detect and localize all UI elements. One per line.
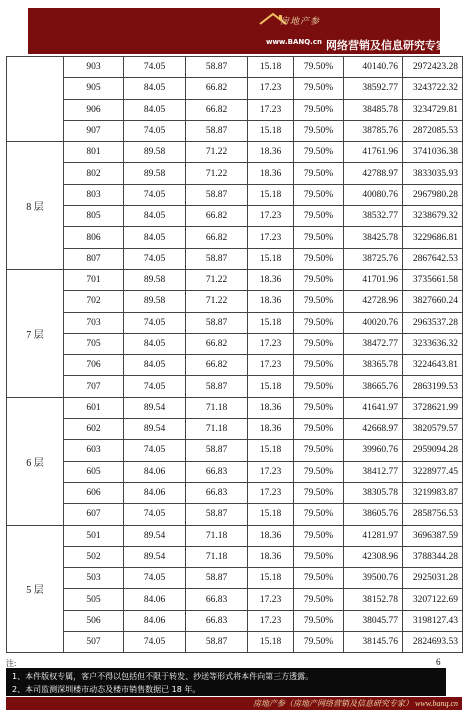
unit-number-cell: 903 [64, 57, 124, 78]
total-price-cell: 2863199.53 [403, 376, 463, 397]
floor-label: 5 层 [7, 525, 64, 653]
unit-price-cell: 41281.97 [344, 525, 403, 546]
inner-area-cell: 71.22 [186, 291, 248, 312]
unit-price-cell: 41701.96 [344, 269, 403, 290]
shared-area-cell: 15.18 [248, 57, 294, 78]
efficiency-rate-cell: 79.50% [294, 525, 344, 546]
total-price-cell: 2858756.53 [403, 504, 463, 525]
inner-area-cell: 58.87 [186, 120, 248, 141]
building-area-cell: 74.05 [124, 312, 186, 333]
building-area-cell: 74.05 [124, 57, 186, 78]
efficiency-rate-cell: 79.50% [294, 142, 344, 163]
unit-number-cell: 801 [64, 142, 124, 163]
building-area-cell: 84.06 [124, 461, 186, 482]
total-price-cell: 2967980.28 [403, 184, 463, 205]
efficiency-rate-cell: 79.50% [294, 269, 344, 290]
inner-area-cell: 58.87 [186, 632, 248, 653]
total-price-cell: 2824693.53 [403, 632, 463, 653]
building-area-cell: 74.05 [124, 376, 186, 397]
total-price-cell: 2867642.53 [403, 248, 463, 269]
unit-price-cell: 38305.78 [344, 482, 403, 503]
total-price-cell: 3233636.32 [403, 333, 463, 354]
inner-area-cell: 71.18 [186, 397, 248, 418]
unit-number-cell: 507 [64, 632, 124, 653]
total-price-cell: 3243722.32 [403, 78, 463, 99]
efficiency-rate-cell: 79.50% [294, 376, 344, 397]
shared-area-cell: 18.36 [248, 525, 294, 546]
total-price-cell: 3820579.57 [403, 419, 463, 440]
unit-price-cell: 41641.97 [344, 397, 403, 418]
table-row [7, 206, 463, 227]
total-price-cell: 3229686.81 [403, 227, 463, 248]
building-area-cell: 74.05 [124, 440, 186, 461]
table-row [7, 568, 463, 589]
total-price-cell: 3827660.24 [403, 291, 463, 312]
unit-number-cell: 702 [64, 291, 124, 312]
footer-note-label: 注: [6, 659, 17, 668]
efficiency-rate-cell: 79.50% [294, 419, 344, 440]
shared-area-cell: 15.18 [248, 248, 294, 269]
efficiency-rate-cell: 79.50% [294, 78, 344, 99]
shared-area-cell: 18.36 [248, 269, 294, 290]
unit-number-cell: 707 [64, 376, 124, 397]
shared-area-cell: 15.18 [248, 184, 294, 205]
table-row [7, 269, 463, 290]
table-row [7, 142, 463, 163]
table-row [7, 461, 463, 482]
building-area-cell: 89.54 [124, 397, 186, 418]
unit-number-cell: 905 [64, 78, 124, 99]
efficiency-rate-cell: 79.50% [294, 333, 344, 354]
copyright-line-2: 2、本司监测深圳楼市动态及楼市销售数据已 18 年。 [12, 685, 201, 694]
table-row [7, 99, 463, 120]
inner-area-cell: 66.83 [186, 461, 248, 482]
building-area-cell: 84.06 [124, 482, 186, 503]
building-area-cell: 89.54 [124, 525, 186, 546]
floor-label: 7 层 [7, 269, 64, 397]
table-row [7, 482, 463, 503]
shared-area-cell: 15.18 [248, 568, 294, 589]
efficiency-rate-cell: 79.50% [294, 57, 344, 78]
unit-number-cell: 703 [64, 312, 124, 333]
table-row [7, 163, 463, 184]
efficiency-rate-cell: 79.50% [294, 248, 344, 269]
total-price-cell: 3234729.81 [403, 99, 463, 120]
shared-area-cell: 17.23 [248, 206, 294, 227]
building-area-cell: 84.06 [124, 589, 186, 610]
inner-area-cell: 58.87 [186, 504, 248, 525]
shared-area-cell: 17.23 [248, 461, 294, 482]
efficiency-rate-cell: 79.50% [294, 568, 344, 589]
building-area-cell: 84.05 [124, 99, 186, 120]
table-row [7, 632, 463, 653]
unit-price-cell: 39500.76 [344, 568, 403, 589]
shared-area-cell: 15.18 [248, 120, 294, 141]
unit-number-cell: 706 [64, 355, 124, 376]
unit-number-cell: 601 [64, 397, 124, 418]
total-price-cell: 3207122.69 [403, 589, 463, 610]
table-row [7, 355, 463, 376]
copyright-line-1: 1、本件版权专属，客户不得以包括但不限于转发、抄送等形式将本件向第三方透露。 [12, 672, 314, 681]
total-price-cell: 2872085.53 [403, 120, 463, 141]
table-row [7, 312, 463, 333]
efficiency-rate-cell: 79.50% [294, 291, 344, 312]
unit-number-cell: 506 [64, 610, 124, 631]
building-area-cell: 74.05 [124, 504, 186, 525]
unit-price-cell: 38725.76 [344, 248, 403, 269]
building-area-cell: 74.05 [124, 568, 186, 589]
shared-area-cell: 17.23 [248, 482, 294, 503]
table-row [7, 397, 463, 418]
unit-number-cell: 501 [64, 525, 124, 546]
shared-area-cell: 15.18 [248, 376, 294, 397]
shared-area-cell: 18.36 [248, 291, 294, 312]
efficiency-rate-cell: 79.50% [294, 440, 344, 461]
total-price-cell: 3238679.32 [403, 206, 463, 227]
building-area-cell: 84.05 [124, 333, 186, 354]
inner-area-cell: 66.83 [186, 482, 248, 503]
unit-number-cell: 907 [64, 120, 124, 141]
unit-price-cell: 38152.78 [344, 589, 403, 610]
brand-logo-text: 房地产参 [280, 17, 321, 27]
header-banner [28, 8, 447, 54]
efficiency-rate-cell: 79.50% [294, 355, 344, 376]
total-price-cell: 3228977.45 [403, 461, 463, 482]
efficiency-rate-cell: 79.50% [294, 206, 344, 227]
unit-number-cell: 906 [64, 99, 124, 120]
unit-price-cell: 38472.77 [344, 333, 403, 354]
unit-price-cell: 38785.76 [344, 120, 403, 141]
total-price-cell: 3696387.59 [403, 525, 463, 546]
unit-number-cell: 705 [64, 333, 124, 354]
inner-area-cell: 66.83 [186, 610, 248, 631]
building-area-cell: 89.58 [124, 142, 186, 163]
unit-price-cell: 42728.96 [344, 291, 403, 312]
shared-area-cell: 15.18 [248, 632, 294, 653]
floor-label: 6 层 [7, 397, 64, 525]
unit-price-cell: 42788.97 [344, 163, 403, 184]
table-row [7, 78, 463, 99]
total-price-cell: 3219983.87 [403, 482, 463, 503]
table-row [7, 589, 463, 610]
table-row [7, 248, 463, 269]
efficiency-rate-cell: 79.50% [294, 120, 344, 141]
total-price-cell: 2963537.28 [403, 312, 463, 333]
building-area-cell: 84.05 [124, 355, 186, 376]
inner-area-cell: 58.87 [186, 440, 248, 461]
table-row [7, 504, 463, 525]
floor-label [7, 57, 64, 142]
building-area-cell: 84.05 [124, 206, 186, 227]
total-price-cell: 3735661.58 [403, 269, 463, 290]
table-row [7, 227, 463, 248]
unit-price-cell: 38485.78 [344, 99, 403, 120]
inner-area-cell: 66.82 [186, 227, 248, 248]
building-area-cell: 89.54 [124, 419, 186, 440]
building-area-cell: 89.58 [124, 269, 186, 290]
inner-area-cell: 66.83 [186, 589, 248, 610]
bottom-brand-text: 房地产参（房地产网络营销及信息研究专家） www.banq.cn [253, 699, 458, 708]
total-price-cell: 3224643.81 [403, 355, 463, 376]
unit-price-cell: 38365.78 [344, 355, 403, 376]
unit-number-cell: 805 [64, 206, 124, 227]
inner-area-cell: 58.87 [186, 184, 248, 205]
inner-area-cell: 71.18 [186, 546, 248, 567]
unit-price-cell: 42308.96 [344, 546, 403, 567]
table-row [7, 376, 463, 397]
inner-area-cell: 66.82 [186, 355, 248, 376]
unit-number-cell: 803 [64, 184, 124, 205]
unit-price-cell: 38605.76 [344, 504, 403, 525]
shared-area-cell: 18.36 [248, 142, 294, 163]
efficiency-rate-cell: 79.50% [294, 163, 344, 184]
inner-area-cell: 58.87 [186, 248, 248, 269]
inner-area-cell: 66.82 [186, 78, 248, 99]
building-area-cell: 74.05 [124, 120, 186, 141]
table-row [7, 419, 463, 440]
inner-area-cell: 58.87 [186, 568, 248, 589]
building-area-cell: 74.05 [124, 248, 186, 269]
pricing-table [6, 56, 463, 653]
unit-number-cell: 505 [64, 589, 124, 610]
unit-number-cell: 606 [64, 482, 124, 503]
header-title: 网络营销及信息研究专家 [326, 39, 447, 52]
total-price-cell: 3833035.93 [403, 163, 463, 184]
efficiency-rate-cell: 79.50% [294, 610, 344, 631]
table-row [7, 333, 463, 354]
inner-area-cell: 66.82 [186, 206, 248, 227]
unit-price-cell: 38145.76 [344, 632, 403, 653]
table-row [7, 440, 463, 461]
unit-price-cell: 42668.97 [344, 419, 403, 440]
inner-area-cell: 71.18 [186, 419, 248, 440]
table-row [7, 291, 463, 312]
unit-number-cell: 602 [64, 419, 124, 440]
shared-area-cell: 17.23 [248, 610, 294, 631]
efficiency-rate-cell: 79.50% [294, 184, 344, 205]
unit-number-cell: 802 [64, 163, 124, 184]
building-area-cell: 74.05 [124, 184, 186, 205]
unit-number-cell: 605 [64, 461, 124, 482]
total-price-cell: 2972423.28 [403, 57, 463, 78]
table-row [7, 57, 463, 78]
efficiency-rate-cell: 79.50% [294, 504, 344, 525]
unit-price-cell: 38045.77 [344, 610, 403, 631]
floor-label: 8 层 [7, 142, 64, 270]
header-url[interactable]: www.BANQ.cn [266, 38, 322, 46]
total-price-cell: 2925031.28 [403, 568, 463, 589]
inner-area-cell: 71.22 [186, 142, 248, 163]
unit-number-cell: 806 [64, 227, 124, 248]
unit-price-cell: 40080.76 [344, 184, 403, 205]
total-price-cell: 2959094.28 [403, 440, 463, 461]
table-row [7, 546, 463, 567]
inner-area-cell: 66.82 [186, 333, 248, 354]
building-area-cell: 84.05 [124, 227, 186, 248]
shared-area-cell: 17.23 [248, 333, 294, 354]
efficiency-rate-cell: 79.50% [294, 546, 344, 567]
inner-area-cell: 58.87 [186, 57, 248, 78]
unit-number-cell: 503 [64, 568, 124, 589]
unit-number-cell: 603 [64, 440, 124, 461]
table-row [7, 120, 463, 141]
shared-area-cell: 17.23 [248, 355, 294, 376]
inner-area-cell: 71.18 [186, 525, 248, 546]
table-row [7, 184, 463, 205]
total-price-cell: 3198127.43 [403, 610, 463, 631]
unit-price-cell: 38665.76 [344, 376, 403, 397]
efficiency-rate-cell: 79.50% [294, 589, 344, 610]
unit-number-cell: 807 [64, 248, 124, 269]
efficiency-rate-cell: 79.50% [294, 312, 344, 333]
total-price-cell: 3728621.99 [403, 397, 463, 418]
efficiency-rate-cell: 79.50% [294, 227, 344, 248]
efficiency-rate-cell: 79.50% [294, 461, 344, 482]
inner-area-cell: 58.87 [186, 376, 248, 397]
unit-price-cell: 38425.78 [344, 227, 403, 248]
inner-area-cell: 71.22 [186, 163, 248, 184]
efficiency-rate-cell: 79.50% [294, 397, 344, 418]
inner-area-cell: 58.87 [186, 312, 248, 333]
unit-price-cell: 40020.76 [344, 312, 403, 333]
shared-area-cell: 15.18 [248, 440, 294, 461]
total-price-cell: 3741036.38 [403, 142, 463, 163]
unit-price-cell: 41761.96 [344, 142, 403, 163]
shared-area-cell: 15.18 [248, 504, 294, 525]
unit-price-cell: 38532.77 [344, 206, 403, 227]
unit-number-cell: 607 [64, 504, 124, 525]
copyright-notice-bar [6, 668, 446, 696]
shared-area-cell: 18.36 [248, 419, 294, 440]
building-area-cell: 89.58 [124, 163, 186, 184]
shared-area-cell: 17.23 [248, 589, 294, 610]
efficiency-rate-cell: 79.50% [294, 99, 344, 120]
unit-price-cell: 40140.76 [344, 57, 403, 78]
shared-area-cell: 18.36 [248, 397, 294, 418]
building-area-cell: 84.06 [124, 610, 186, 631]
total-price-cell: 3788344.28 [403, 546, 463, 567]
shared-area-cell: 15.18 [248, 312, 294, 333]
efficiency-rate-cell: 79.50% [294, 482, 344, 503]
unit-price-cell: 38592.77 [344, 78, 403, 99]
building-area-cell: 74.05 [124, 632, 186, 653]
unit-number-cell: 701 [64, 269, 124, 290]
building-area-cell: 89.54 [124, 546, 186, 567]
inner-area-cell: 71.22 [186, 269, 248, 290]
efficiency-rate-cell: 79.50% [294, 632, 344, 653]
building-area-cell: 84.05 [124, 78, 186, 99]
page-number: 6 [436, 657, 441, 667]
inner-area-cell: 66.82 [186, 99, 248, 120]
table-row [7, 610, 463, 631]
shared-area-cell: 17.23 [248, 99, 294, 120]
shared-area-cell: 18.36 [248, 163, 294, 184]
shared-area-cell: 17.23 [248, 227, 294, 248]
shared-area-cell: 17.23 [248, 78, 294, 99]
table-row [7, 525, 463, 546]
unit-price-cell: 38412.77 [344, 461, 403, 482]
bottom-brand-bar [6, 697, 462, 710]
unit-number-cell: 502 [64, 546, 124, 567]
unit-price-cell: 39960.76 [344, 440, 403, 461]
building-area-cell: 89.58 [124, 291, 186, 312]
shared-area-cell: 18.36 [248, 546, 294, 567]
